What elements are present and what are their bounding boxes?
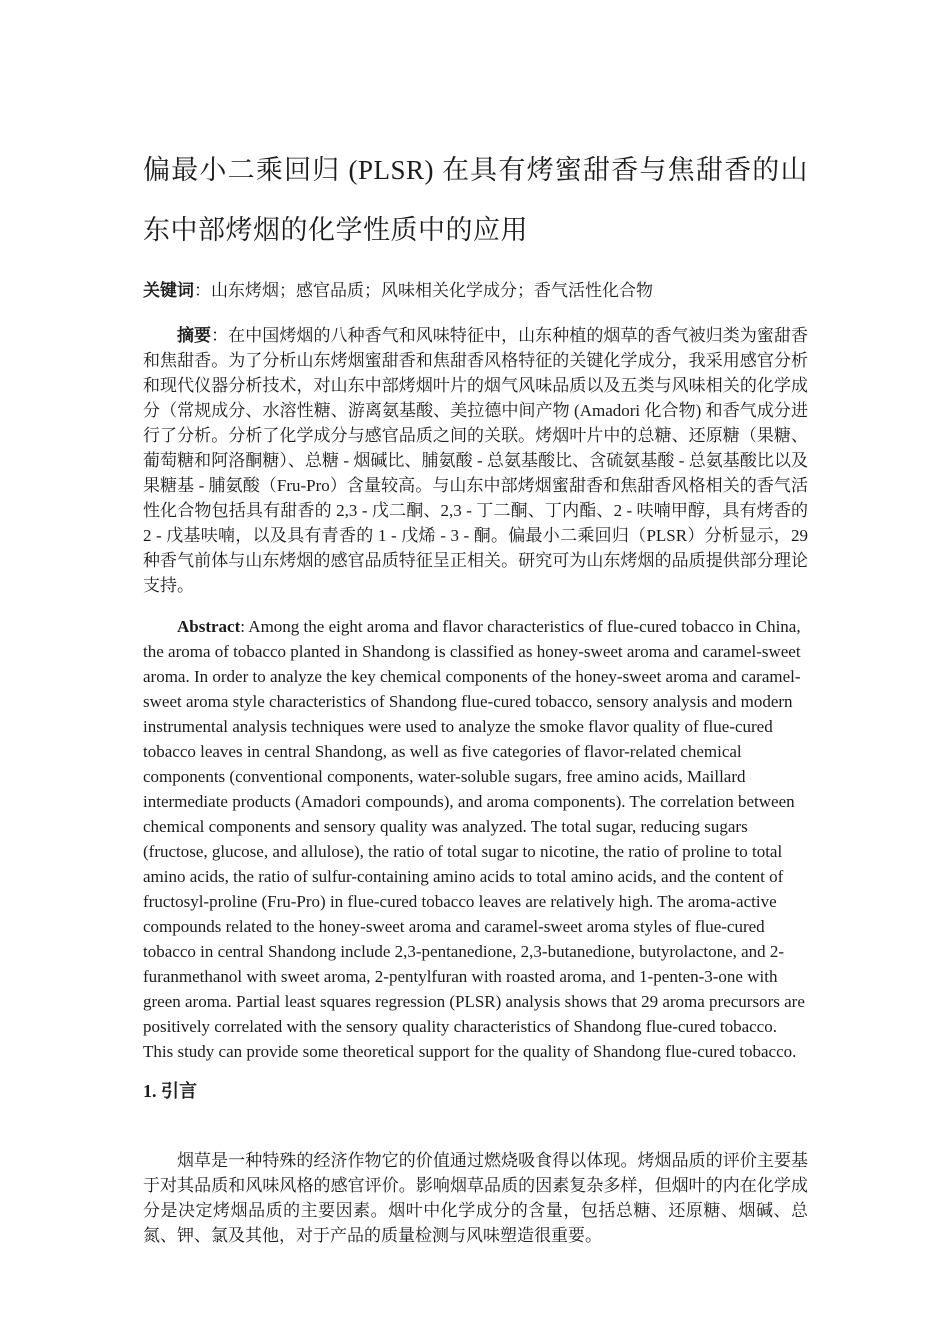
abstract-zh-text: ：在中国烤烟的八种香气和风味特征中，山东种植的烟草的香气被归类为蜜甜香和焦甜香。为了分析山东烤烟蜜甜香和焦甜香风格特征的关键化学成分，我采用感官分析和现代仪器分析技术，对山东中部烤烟叶片的烟气风味品质以及五类与风味相关的化学成分（常规成分、水溶性糖、游离氨基酸、美拉德中间产物 (Amadori 化合物) 和香气成分进行了分析。分析了化学成分与感官品质之间的关联。烤烟叶片中的总糖、还原糖（果糖、葡萄糖和阿洛酮糖）、总糖 - 烟碱比、脯氨酸 - 总氨基酸比、含硫氨基酸 - 总氨基酸比以及果糖基 - 脯氨酸（Fru-Pro）含量较高。与山东中部烤烟蜜甜香和焦甜香风格相关的香气活性化合物包括具有甜香的 2,3 - 戊二酮、2,3 - 丁二酮、丁内酯、2 - 呋喃甲醇，具有烤香的 2 - 戊基呋喃，以及具有青香的 1 - 戊烯 - 3 - 酮。偏最小二乘回归（PLSR）分析显示，29 种香气前体与山东烤烟的感官品质特征呈正相关。研究可为山东烤烟的品质提供部分理论支持。 xyxy=(143,326,809,596)
abstract-zh-paragraph xyxy=(143,323,808,598)
keywords-text: ：山东烤烟；感官品质；风味相关化学成分；香气活性化合物 xyxy=(194,281,653,301)
paper-title: 偏最小二乘回归 (PLSR) 在具有烤蜜甜香与焦甜香的山东中部烤烟的化学性质中的应用 xyxy=(143,155,808,246)
intro-paragraph: 烟草是一种特殊的经济作物它的价值通过燃烧吸食得以体现。烤烟品质的评价主要基于对其品质和风味风格的感官评价。影响烟草品质的因素复杂多样，但烟叶的内在化学成分是决定烤烟品质的主要因素。烟叶中化学成分的含量，包括总糖、还原糖、烟碱、总氮、钾、氯及其他，对于产品的质量检测与风味塑造很重要。 xyxy=(143,1151,808,1246)
abstract-zh-label: 摘要 xyxy=(177,326,212,346)
abstract-en-label: Abstract xyxy=(177,617,241,637)
abstract-en-paragraph xyxy=(143,614,808,1064)
keywords-line xyxy=(143,278,808,303)
abstract-en-text: : Among the eight aroma and flavor characteristics of flue-cured tobacco in China, the aroma of tobacco planted in Shandong is classified as honey-sweet aroma and caramel-sweet aroma. In order to analyze the key chemical components of the honey-sweet aroma and caramel-sweet aroma style characteristics of Shandong flue-cured tobacco, sensory analysis and modern instrumental analysis techniques were used to analyze the smoke flavor quality of flue-cured tobacco leaves in central Shandong, as well as five categories of flavor-related chemical components (conventional components, water-soluble sugars, free amino acids, Maillard intermediate products (Amadori compounds), and aroma components). The correlation between chemical components and sensory quality was analyzed. The total sugar, reducing sugars (fructose, glucose, and allulose), the ratio of total sugar to nicotine, the ratio of proline to total amino acids, the ratio of sulfur-containing amino acids to total amino acids, and the content of fructosyl-proline (Fru-Pro) in flue-cured tobacco leaves are relatively high. The aroma-active compounds related to the honey-sweet aroma and caramel-sweet aroma styles of flue-cured tobacco in central Shandong include 2,3-pentanedione, 2,3-butanedione, butyrolactone, and 2-furanmethanol with sweet aroma, 2-pentylfuran with roasted aroma, and 1-penten-3-one with green aroma. Partial least squares regression (PLSR) analysis shows that 29 aroma precursors are positively correlated with the sensory quality characteristics of Shandong flue-cured tobacco. This study can provide some theoretical support for the quality of Shandong flue-cured tobacco. xyxy=(143,617,805,1062)
section-1-heading: 1. 引言 xyxy=(143,1081,197,1102)
keywords-label: 关键词 xyxy=(143,281,194,301)
